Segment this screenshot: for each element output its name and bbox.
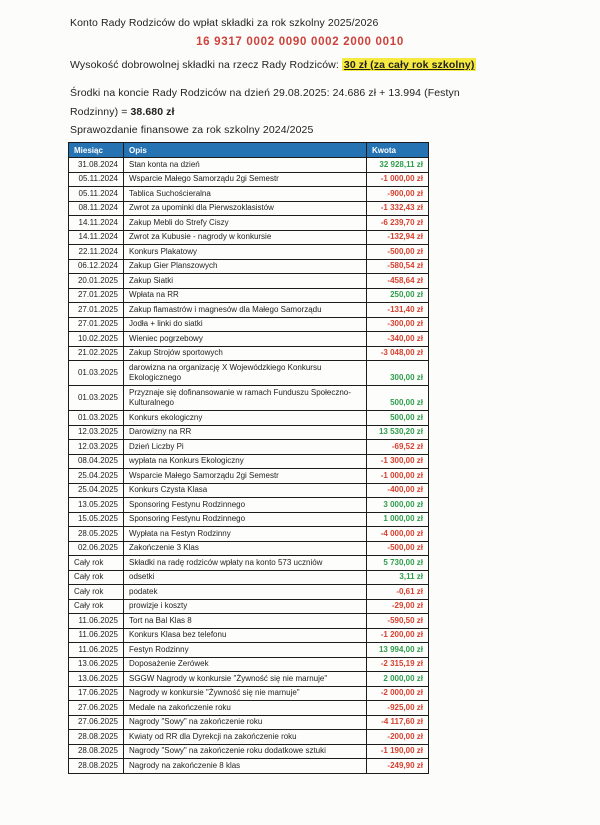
description-cell: prowizje i koszty xyxy=(124,599,367,614)
month-cell: 14.11.2024 xyxy=(69,216,124,231)
month-cell: 02.06.2025 xyxy=(69,541,124,556)
month-cell: 21.02.2025 xyxy=(69,346,124,361)
report-title: Sprawozdanie finansowe za rok szkolny 2024/2025 xyxy=(70,124,314,136)
month-cell: 13.06.2025 xyxy=(69,672,124,687)
table-row xyxy=(69,230,429,245)
description-cell: Nagrody w konkursie "Żywność się nie marnuje" xyxy=(124,686,367,701)
amount-cell: -0,61 zł xyxy=(367,585,429,600)
description-cell: Zakup Gier Planszowych xyxy=(124,259,367,274)
amount-cell: 5 730,00 zł xyxy=(367,556,429,571)
month-cell: 28.08.2025 xyxy=(69,744,124,759)
description-cell: odsetki xyxy=(124,570,367,585)
amount-cell: -590,50 zł xyxy=(367,614,429,629)
description-cell: Konkurs Klasa bez telefonu xyxy=(124,628,367,643)
table-row xyxy=(69,541,429,556)
month-cell: 01.03.2025 xyxy=(69,386,124,411)
column-header-description: Opis xyxy=(124,143,367,158)
month-cell: 15.05.2025 xyxy=(69,512,124,527)
table-row xyxy=(69,585,429,600)
amount-cell: -580,54 zł xyxy=(367,259,429,274)
table-row xyxy=(69,686,429,701)
amount-cell: -458,64 zł xyxy=(367,274,429,289)
amount-cell: -132,94 zł xyxy=(367,230,429,245)
amount-cell: -900,00 zł xyxy=(367,187,429,202)
amount-cell: -3 048,00 zł xyxy=(367,346,429,361)
amount-cell: -4 000,00 zł xyxy=(367,527,429,542)
description-cell: Stan konta na dzień xyxy=(124,158,367,173)
contribution-line xyxy=(70,59,476,71)
description-cell: Konkurs ekologiczny xyxy=(124,411,367,426)
contribution-highlight: 30 zł (za cały rok szkolny) xyxy=(343,59,475,71)
month-cell: 12.03.2025 xyxy=(69,440,124,455)
table-row xyxy=(69,288,429,303)
amount-cell: 3 000,00 zł xyxy=(367,498,429,513)
month-cell: 14.11.2024 xyxy=(69,230,124,245)
table-row xyxy=(69,759,429,774)
table-row xyxy=(69,440,429,455)
month-cell: 25.04.2025 xyxy=(69,469,124,484)
table-row xyxy=(69,317,429,332)
amount-cell: -4 117,60 zł xyxy=(367,715,429,730)
amount-cell: -200,00 zł xyxy=(367,730,429,745)
month-cell: 05.11.2024 xyxy=(69,187,124,202)
table-row xyxy=(69,715,429,730)
description-cell: Zakończenie 3 Klas xyxy=(124,541,367,556)
table-row xyxy=(69,332,429,347)
amount-cell: 500,00 zł xyxy=(367,386,429,411)
table-row xyxy=(69,158,429,173)
amount-cell: -500,00 zł xyxy=(367,245,429,260)
description-cell: Przyznaje się dofinansowanie w ramach Funduszu Społeczno-Kulturalnego xyxy=(124,386,367,411)
description-cell: Kwiaty od RR dla Dyrekcji na zakończenie roku xyxy=(124,730,367,745)
amount-cell: -69,52 zł xyxy=(367,440,429,455)
month-cell: 27.06.2025 xyxy=(69,701,124,716)
month-cell: 13.06.2025 xyxy=(69,657,124,672)
amount-cell: -249,90 zł xyxy=(367,759,429,774)
amount-cell: -400,00 zł xyxy=(367,483,429,498)
description-cell: Zakup Strojów sportowych xyxy=(124,346,367,361)
month-cell: 05.11.2024 xyxy=(69,172,124,187)
description-cell: Zakup Mebli do Strefy Ciszy xyxy=(124,216,367,231)
month-cell: 20.01.2025 xyxy=(69,274,124,289)
table-row xyxy=(69,303,429,318)
description-cell: Wieniec pogrzebowy xyxy=(124,332,367,347)
amount-cell: 32 928,11 zł xyxy=(367,158,429,173)
amount-cell: 13 994,00 zł xyxy=(367,643,429,658)
description-cell: Medale na zakończenie roku xyxy=(124,701,367,716)
table-row xyxy=(69,425,429,440)
table-row xyxy=(69,556,429,571)
description-cell: Konkurs Plakatowy xyxy=(124,245,367,260)
table-row xyxy=(69,259,429,274)
description-cell: Sponsoring Festynu Rodzinnego xyxy=(124,498,367,513)
amount-cell: 2 000,00 zł xyxy=(367,672,429,687)
table-row xyxy=(69,498,429,513)
amount-cell: -1 190,00 zł xyxy=(367,744,429,759)
month-cell: 11.06.2025 xyxy=(69,628,124,643)
amount-cell: 500,00 zł xyxy=(367,411,429,426)
month-cell: 13.05.2025 xyxy=(69,498,124,513)
financial-table xyxy=(68,142,429,774)
funds-total: 38.680 zł xyxy=(130,106,175,118)
month-cell: 12.03.2025 xyxy=(69,425,124,440)
table-row xyxy=(69,411,429,426)
table-row xyxy=(69,527,429,542)
table-row xyxy=(69,599,429,614)
table-row xyxy=(69,172,429,187)
table-row xyxy=(69,201,429,216)
amount-cell: -2 315,19 zł xyxy=(367,657,429,672)
table-row xyxy=(69,361,429,386)
month-cell: 22.11.2024 xyxy=(69,245,124,260)
bank-account-number: 16 9317 0002 0090 0002 2000 0010 xyxy=(196,36,404,48)
month-cell: 28.05.2025 xyxy=(69,527,124,542)
description-cell: Nagrody na zakończenie 8 klas xyxy=(124,759,367,774)
description-cell: Doposażenie Zerówek xyxy=(124,657,367,672)
month-cell: 11.06.2025 xyxy=(69,614,124,629)
description-cell: Zakup Siatki xyxy=(124,274,367,289)
table-row xyxy=(69,628,429,643)
column-header-amount: Kwota xyxy=(367,143,429,158)
month-cell: 28.08.2025 xyxy=(69,730,124,745)
amount-cell: -1 332,43 zł xyxy=(367,201,429,216)
description-cell: Zwrot za Kubusie - nagrody w konkursie xyxy=(124,230,367,245)
table-row xyxy=(69,469,429,484)
month-cell: 01.03.2025 xyxy=(69,361,124,386)
table-row xyxy=(69,570,429,585)
description-cell: Wsparcie Małego Samorządu 2gi Semestr xyxy=(124,172,367,187)
month-cell: 28.08.2025 xyxy=(69,759,124,774)
table-row xyxy=(69,730,429,745)
description-cell: Konkurs Czysta Klasa xyxy=(124,483,367,498)
table-row xyxy=(69,187,429,202)
table-header xyxy=(69,143,429,158)
account-heading: Konto Rady Rodziców do wpłat składki za rok szkolny 2025/2026 xyxy=(70,17,379,29)
table-row xyxy=(69,245,429,260)
description-cell: wypłata na Konkurs Ekologiczny xyxy=(124,454,367,469)
amount-cell: -1 200,00 zł xyxy=(367,628,429,643)
month-cell: 01.03.2025 xyxy=(69,411,124,426)
description-cell: Wsparcie Małego Samorządu 2gi Semestr xyxy=(124,469,367,484)
month-cell: 27.01.2025 xyxy=(69,303,124,318)
amount-cell: 13 530,20 zł xyxy=(367,425,429,440)
table-row xyxy=(69,386,429,411)
amount-cell: -1 000,00 zł xyxy=(367,469,429,484)
description-cell: Wpłata na RR xyxy=(124,288,367,303)
month-cell: 31.08.2024 xyxy=(69,158,124,173)
month-cell: Cały rok xyxy=(69,599,124,614)
amount-cell: -925,00 zł xyxy=(367,701,429,716)
description-cell: Wypłata na Festyn Rodzinny xyxy=(124,527,367,542)
contribution-prefix: Wysokość dobrowolnej składki na rzecz Rady Rodziców: xyxy=(70,59,342,71)
month-cell: 25.04.2025 xyxy=(69,483,124,498)
month-cell: 08.11.2024 xyxy=(69,201,124,216)
amount-cell: -340,00 zł xyxy=(367,332,429,347)
amount-cell: -2 000,00 zł xyxy=(367,686,429,701)
table-row xyxy=(69,483,429,498)
month-cell: Cały rok xyxy=(69,556,124,571)
amount-cell: -6 239,70 zł xyxy=(367,216,429,231)
funds-line xyxy=(70,84,466,122)
table-row xyxy=(69,701,429,716)
month-cell: 27.06.2025 xyxy=(69,715,124,730)
description-cell: Tort na Bal Klas 8 xyxy=(124,614,367,629)
description-cell: Nagrody "Sowy" na zakończenie roku dodatkowe sztuki xyxy=(124,744,367,759)
description-cell: Festyn Rodzinny xyxy=(124,643,367,658)
amount-cell: 300,00 zł xyxy=(367,361,429,386)
table-row xyxy=(69,744,429,759)
amount-cell: 250,00 zł xyxy=(367,288,429,303)
table-row xyxy=(69,454,429,469)
description-cell: darowizna na organizację X Wojewódzkiego Konkursu Ekologicznego xyxy=(124,361,367,386)
description-cell: Darowizny na RR xyxy=(124,425,367,440)
column-header-month: Miesiąc xyxy=(69,143,124,158)
description-cell: Składki na radę rodziców wpłaty na konto 573 uczniów xyxy=(124,556,367,571)
month-cell: 17.06.2025 xyxy=(69,686,124,701)
description-cell: Dzień Liczby Pi xyxy=(124,440,367,455)
table-row xyxy=(69,346,429,361)
description-cell: Jodła + linki do siatki xyxy=(124,317,367,332)
amount-cell: 3,11 zł xyxy=(367,570,429,585)
description-cell: Nagrody "Sowy" na zakończenie roku xyxy=(124,715,367,730)
table-row xyxy=(69,216,429,231)
table-row xyxy=(69,274,429,289)
month-cell: 27.01.2025 xyxy=(69,288,124,303)
description-cell: Zwrot za upominki dla Pierwszoklasistów xyxy=(124,201,367,216)
amount-cell: -1 300,00 zł xyxy=(367,454,429,469)
month-cell: 10.02.2025 xyxy=(69,332,124,347)
table-row xyxy=(69,512,429,527)
month-cell: 06.12.2024 xyxy=(69,259,124,274)
description-cell: Sponsoring Festynu Rodzinnego xyxy=(124,512,367,527)
amount-cell: -29,00 zł xyxy=(367,599,429,614)
amount-cell: -300,00 zł xyxy=(367,317,429,332)
table-row xyxy=(69,672,429,687)
description-cell: Tablica Suchościeralna xyxy=(124,187,367,202)
description-cell: Zakup flamastrów i magnesów dla Małego Samorządu xyxy=(124,303,367,318)
table-row xyxy=(69,657,429,672)
funds-text: Środki na koncie Rady Rodziców na dzień 29.08.2025: 24.686 zł + 13.994 (Festyn Rodzinny) = xyxy=(70,87,460,118)
table-body xyxy=(69,158,429,774)
amount-cell: -131,40 zł xyxy=(367,303,429,318)
description-cell: SGGW Nagrody w konkursie "Żywność się nie marnuje" xyxy=(124,672,367,687)
month-cell: Cały rok xyxy=(69,570,124,585)
amount-cell: -500,00 zł xyxy=(367,541,429,556)
month-cell: 08.04.2025 xyxy=(69,454,124,469)
month-cell: Cały rok xyxy=(69,585,124,600)
amount-cell: -1 000,00 zł xyxy=(367,172,429,187)
amount-cell: 1 000,00 zł xyxy=(367,512,429,527)
month-cell: 27.01.2025 xyxy=(69,317,124,332)
month-cell: 11.06.2025 xyxy=(69,643,124,658)
description-cell: podatek xyxy=(124,585,367,600)
table-row xyxy=(69,614,429,629)
table-row xyxy=(69,643,429,658)
